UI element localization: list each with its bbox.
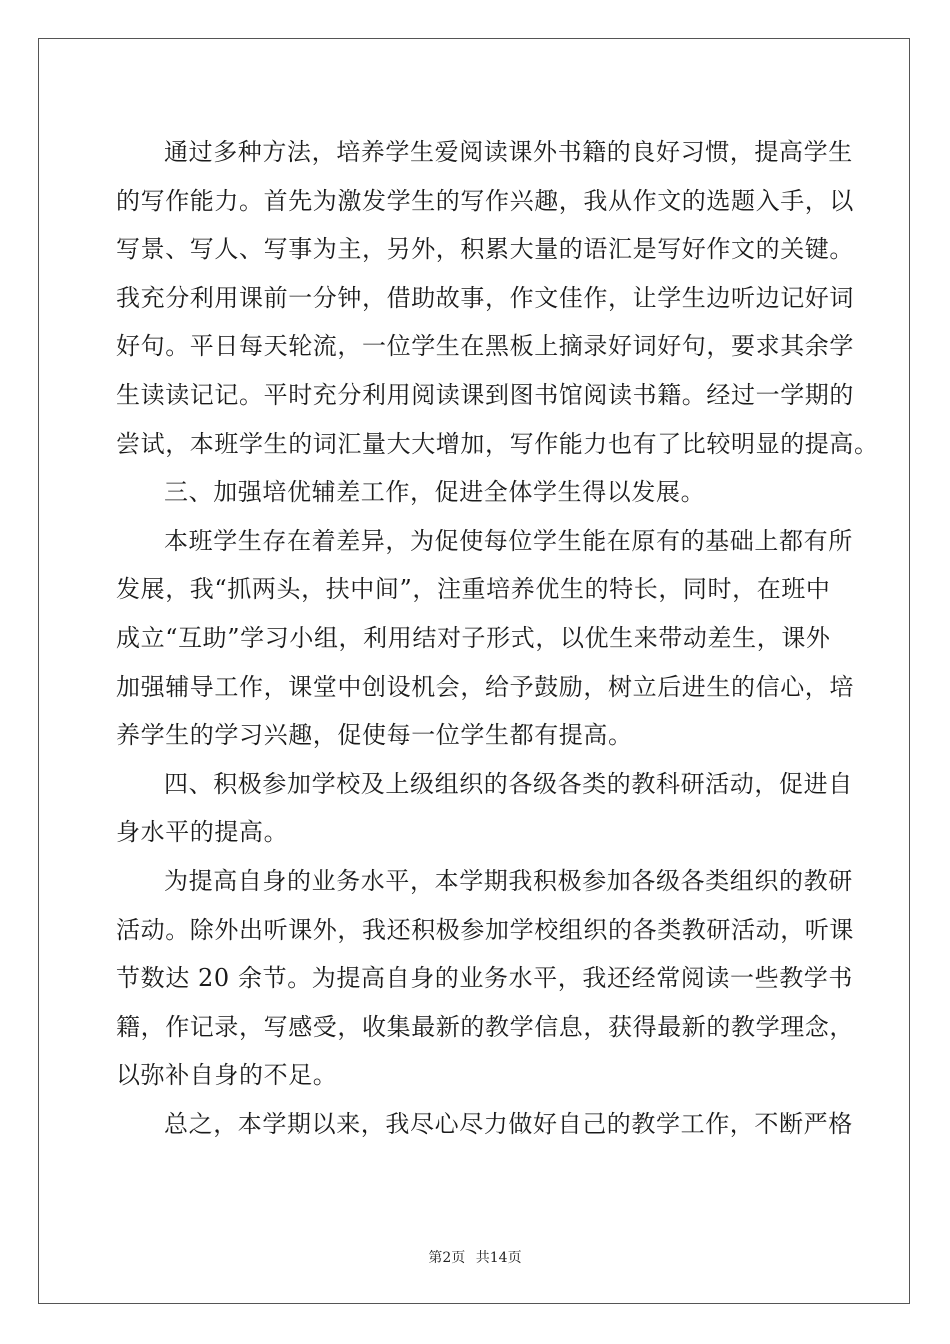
paragraph-line: 的写作能力。首先为激发学生的写作兴趣，我从作文的选题入手，以 bbox=[116, 186, 854, 215]
paragraph-line: 生读读记记。平时充分利用阅读课到图书馆阅读书籍。经过一学期的 bbox=[116, 380, 854, 409]
paragraph-line: 养学生的学习兴趣，促使每一位学生都有提高。 bbox=[116, 721, 633, 750]
paragraph-line: 为提高自身的业务水平，本学期我积极参加各级各类组织的教研 bbox=[164, 866, 853, 895]
paragraph-line: 尝试，本班学生的词汇量大大增加，写作能力也有了比较明显的提高。 bbox=[116, 429, 879, 458]
page-footer bbox=[0, 1247, 950, 1267]
paragraph-line: 发展，我“抓两头，扶中间”，注重培养优生的特长，同时，在班中 bbox=[116, 575, 831, 604]
paragraph-line: 活动。除外出听课外，我还积极参加学校组织的各类教研活动，听课 bbox=[116, 915, 854, 944]
section-heading: 身水平的提高。 bbox=[116, 818, 289, 847]
paragraph-line: 加强辅导工作，课堂中创设机会，给予鼓励，树立后进生的信心，培 bbox=[116, 672, 854, 701]
paragraph-line: 好句。平日每天轮流，一位学生在黑板上摘录好词好句，要求其余学 bbox=[116, 332, 854, 361]
paragraph-line: 以弥补自身的不足。 bbox=[116, 1061, 338, 1090]
paragraph-line: 节数达 20 余节。为提高自身的业务水平，我还经常阅读一些教学书 bbox=[116, 964, 853, 993]
paragraph-line: 本班学生存在着差异，为促使每位学生能在原有的基础上都有所 bbox=[164, 526, 853, 555]
page-number: 第2页 bbox=[428, 1250, 466, 1266]
paragraph-line: 籍，作记录，写感受，收集最新的教学信息，获得最新的教学理念， bbox=[116, 1012, 854, 1041]
paragraph-line: 通过多种方法，培养学生爱阅读课外书籍的良好习惯，提高学生 bbox=[164, 138, 853, 166]
section-heading: 四、积极参加学校及上级组织的各级各类的教科研活动，促进自 bbox=[164, 769, 853, 798]
paragraph-line: 写景、写人、写事为主，另外，积累大量的语汇是写好作文的关键。 bbox=[116, 235, 854, 264]
total-pages: 共14页 bbox=[475, 1250, 522, 1266]
paragraph-line: 总之，本学期以来，我尽心尽力做好自己的教学工作，不断严格 bbox=[164, 1109, 853, 1138]
section-heading: 三、加强培优辅差工作，促进全体学生得以发展。 bbox=[164, 478, 706, 507]
paragraph-line: 我充分利用课前一分钟，借助故事，作文佳作，让学生边听边记好词 bbox=[116, 283, 854, 312]
paragraph-line: 成立“互助”学习小组，利用结对子形式，以优生来带动差生，课外 bbox=[116, 623, 831, 652]
document-body bbox=[116, 128, 879, 1148]
